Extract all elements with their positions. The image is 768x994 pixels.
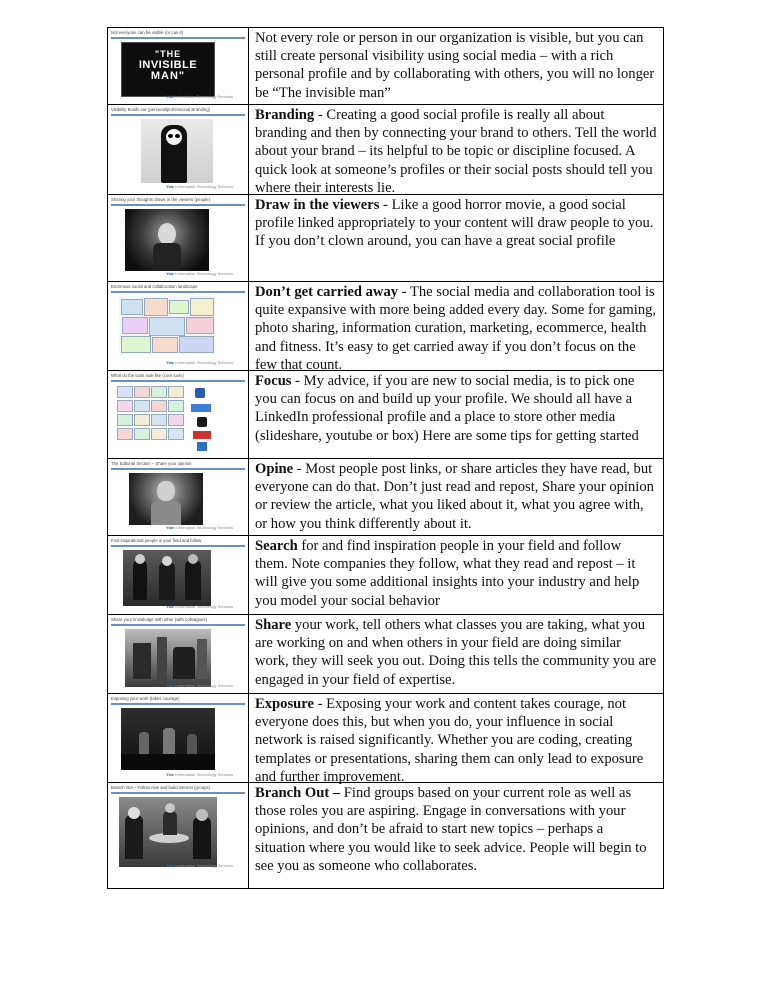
table-row — [108, 615, 663, 694]
core-tools-grid — [115, 384, 219, 454]
footer-brand: Yale — [166, 184, 175, 189]
slide-thumbnail — [111, 538, 245, 612]
description-cell — [249, 28, 663, 104]
slide-thumbnail-cell — [108, 459, 249, 535]
description-keyword: Share — [255, 617, 292, 633]
table-row — [108, 536, 663, 615]
table-row — [108, 694, 663, 783]
footer-caption: Information Technology Services — [175, 683, 233, 688]
slide-footer — [166, 184, 233, 189]
table-row — [108, 195, 663, 282]
slide-thumbnail-cell — [108, 615, 249, 693]
slide-title: Enormous social and collaboration landscape — [111, 284, 198, 289]
group-meeting-photo — [119, 797, 217, 867]
footer-caption: Information Technology Services — [175, 94, 233, 99]
slide-title: Branch Out – Follow new and build interest (groups) — [111, 785, 211, 790]
detectives-photo — [123, 550, 211, 606]
slide-thumbnail — [111, 197, 245, 279]
invisible-man-poster — [121, 42, 215, 97]
slide-footer — [166, 525, 233, 530]
description-keyword: Branch Out – — [255, 785, 341, 801]
slide-thumbnail — [111, 284, 245, 368]
slide-thumbnail — [111, 696, 245, 780]
slide-thumbnail — [111, 617, 245, 691]
slide-title: Exposing your work (takes courage) — [111, 696, 180, 701]
slide-title: Visibility Builds our (personal/professional Branding) — [111, 107, 211, 112]
slide-thumbnail — [111, 107, 245, 192]
slide-title: Share your knowledge with other (with colleagues) — [111, 617, 208, 622]
slide-rule — [111, 703, 245, 705]
laboratory-photo — [125, 629, 211, 687]
slide-rule — [111, 468, 245, 470]
slide-footer — [166, 683, 233, 688]
table-row — [108, 282, 663, 371]
slide-rule — [111, 380, 245, 382]
footer-caption: Information Technology Services — [175, 360, 233, 365]
footer-caption: Information Technology Services — [175, 772, 233, 777]
mummy-photo — [129, 473, 203, 525]
description-keyword: Exposure — [255, 696, 314, 712]
slide-footer — [166, 271, 233, 276]
description-keyword: Opine — [255, 461, 294, 477]
social-landscape-map — [119, 296, 215, 354]
slide-thumbnail-cell — [108, 694, 249, 782]
slide-footer — [166, 360, 233, 365]
footer-caption: Information Technology Services — [175, 604, 233, 609]
description-cell — [249, 694, 663, 785]
description-keyword: Focus — [255, 373, 292, 389]
slide-thumbnail-cell — [108, 105, 249, 194]
slide-title: Not everyone can be visible (or can it) — [111, 30, 184, 35]
slide-title: Sharing your thoughts draws in the viewers (people) — [111, 197, 211, 202]
slide-footer — [166, 604, 233, 609]
slide-title: Find inspirational people in your field and follow — [111, 538, 202, 543]
description-cell — [249, 536, 663, 614]
slide-thumbnail — [111, 30, 245, 102]
description-text: for and find inspiration people in your field and follow them. Note companies they follow, what they read and repost – it will give you some additional insights into your industry and help you model your social behavior — [255, 538, 640, 609]
footer-brand: Yale — [166, 94, 175, 99]
slide-footer — [166, 863, 233, 868]
description-cell — [249, 105, 663, 194]
poster-line: "THE — [154, 49, 182, 59]
slide-thumbnail-cell — [108, 28, 249, 104]
slide-footer — [166, 772, 233, 777]
slide-rule — [111, 291, 245, 293]
description-cell — [249, 282, 663, 373]
horror-film-still — [125, 209, 209, 271]
footer-brand: Yale — [166, 604, 175, 609]
footer-brand: Yale — [166, 271, 175, 276]
footer-caption: Information Technology Services — [175, 863, 233, 868]
description-text: - My advice, if you are new to social media, is to pick one you can focus on and build up your profile. We should all have a LinkedIn professional profile and a place to store other media (slideshare, youtube or box) Here are some tips for getting started — [255, 373, 639, 444]
slide-rule — [111, 792, 245, 794]
description-text: your work, tell others what classes you are taking, what you are working on and when others in your field are doing similar work, they will seek you out. Doing this tells the community you are engaged in your field of expertise. — [255, 617, 657, 688]
description-keyword: Draw in the viewers — [255, 197, 380, 213]
description-cell — [249, 615, 663, 693]
description-cell — [249, 783, 663, 888]
dark-room-photo — [121, 708, 215, 770]
slide-thumbnail-cell — [108, 371, 249, 458]
description-text: - The social media and collaboration tool is quite expansive with more being added every day. Some for gaming, photo sharing, information curation, marketing, ecommerce, health and fitness. It’s easy to get carried away if you don’t focus on the few that count. — [255, 284, 657, 373]
footer-caption: Information Technology Services — [175, 525, 233, 530]
description-cell — [249, 195, 663, 281]
footer-brand: Yale — [166, 863, 175, 868]
slide-footer — [166, 94, 233, 99]
footer-caption: Information Technology Services — [175, 184, 233, 189]
slide-rule — [111, 37, 245, 39]
description-text: - Creating a good social profile is really all about branding and then by connecting your brand to others. Tell the world about your brand – its helpful to be topic or discipline focused. A quick look at someone’s profiles or their social posts should tell you where their interests lie. — [255, 107, 657, 196]
table-row — [108, 105, 663, 195]
slide-thumbnail-cell — [108, 536, 249, 614]
invisible-man-photo — [141, 119, 213, 183]
footer-brand: Yale — [166, 772, 175, 777]
slide-thumbnail-cell — [108, 195, 249, 281]
table-row — [108, 459, 663, 536]
poster-line: MAN" — [150, 70, 186, 82]
footer-brand: Yale — [166, 525, 175, 530]
footer-caption: Information Technology Services — [175, 271, 233, 276]
slide-title: What do the tools look like (core tools) — [111, 373, 184, 378]
slide-rule — [111, 624, 245, 626]
footer-brand: Yale — [166, 360, 175, 365]
table-row — [108, 371, 663, 459]
slide-thumbnail — [111, 373, 245, 456]
poster-line: INVISIBLE — [138, 59, 198, 71]
description-cell — [249, 371, 663, 458]
description-text: - Most people post links, or share articles they have read, but everyone can do that. Don’t just read and repost, Share your opinion or review the article, what you liked about it, what you agree with, or how you think differently about it. — [255, 461, 654, 532]
table-row — [108, 783, 663, 888]
slide-rule — [111, 114, 245, 116]
description-cell — [249, 459, 663, 535]
description-keyword: Search — [255, 538, 298, 554]
slide-thumbnail-cell — [108, 783, 249, 888]
slide-rule — [111, 545, 245, 547]
slide-rule — [111, 204, 245, 206]
description-text: - Like a good horror movie, a good social profile linked appropriately to your content will draw people to you. If you don’t clown around, you can have a great social profile — [255, 197, 654, 250]
footer-brand: Yale — [166, 683, 175, 688]
content-table — [107, 27, 664, 889]
slide-thumbnail — [111, 461, 245, 533]
description-text: - Exposing your work and content takes courage, not everyone does this, but when you do, your influence in social network is raised significantly. Whether you are coding, creating templates or presentations, sharing them can only lead to exposure and further improvement. — [255, 696, 644, 785]
slide-title: The Editorial Section – Share your opinion — [111, 461, 192, 466]
description-keyword: Don’t get carried away — [255, 284, 399, 300]
description-text: Not every role or person in our organization is visible, but you can still create personal visibility using social media – with a rich personal profile and by collaborating with others, you will no longer be “The invisible man” — [255, 30, 655, 101]
description-keyword: Branding — [255, 107, 315, 123]
description-text: Find groups based on your current role as well as those roles you are aspiring. Engage in conversations with your opinions, and don’t be afraid to start new topics – perhaps a situation where you would like to seek advice. People will begin to see you as someone who collaborates. — [255, 785, 647, 874]
slide-thumbnail — [111, 785, 245, 886]
table-row — [108, 28, 663, 105]
slide-thumbnail-cell — [108, 282, 249, 370]
